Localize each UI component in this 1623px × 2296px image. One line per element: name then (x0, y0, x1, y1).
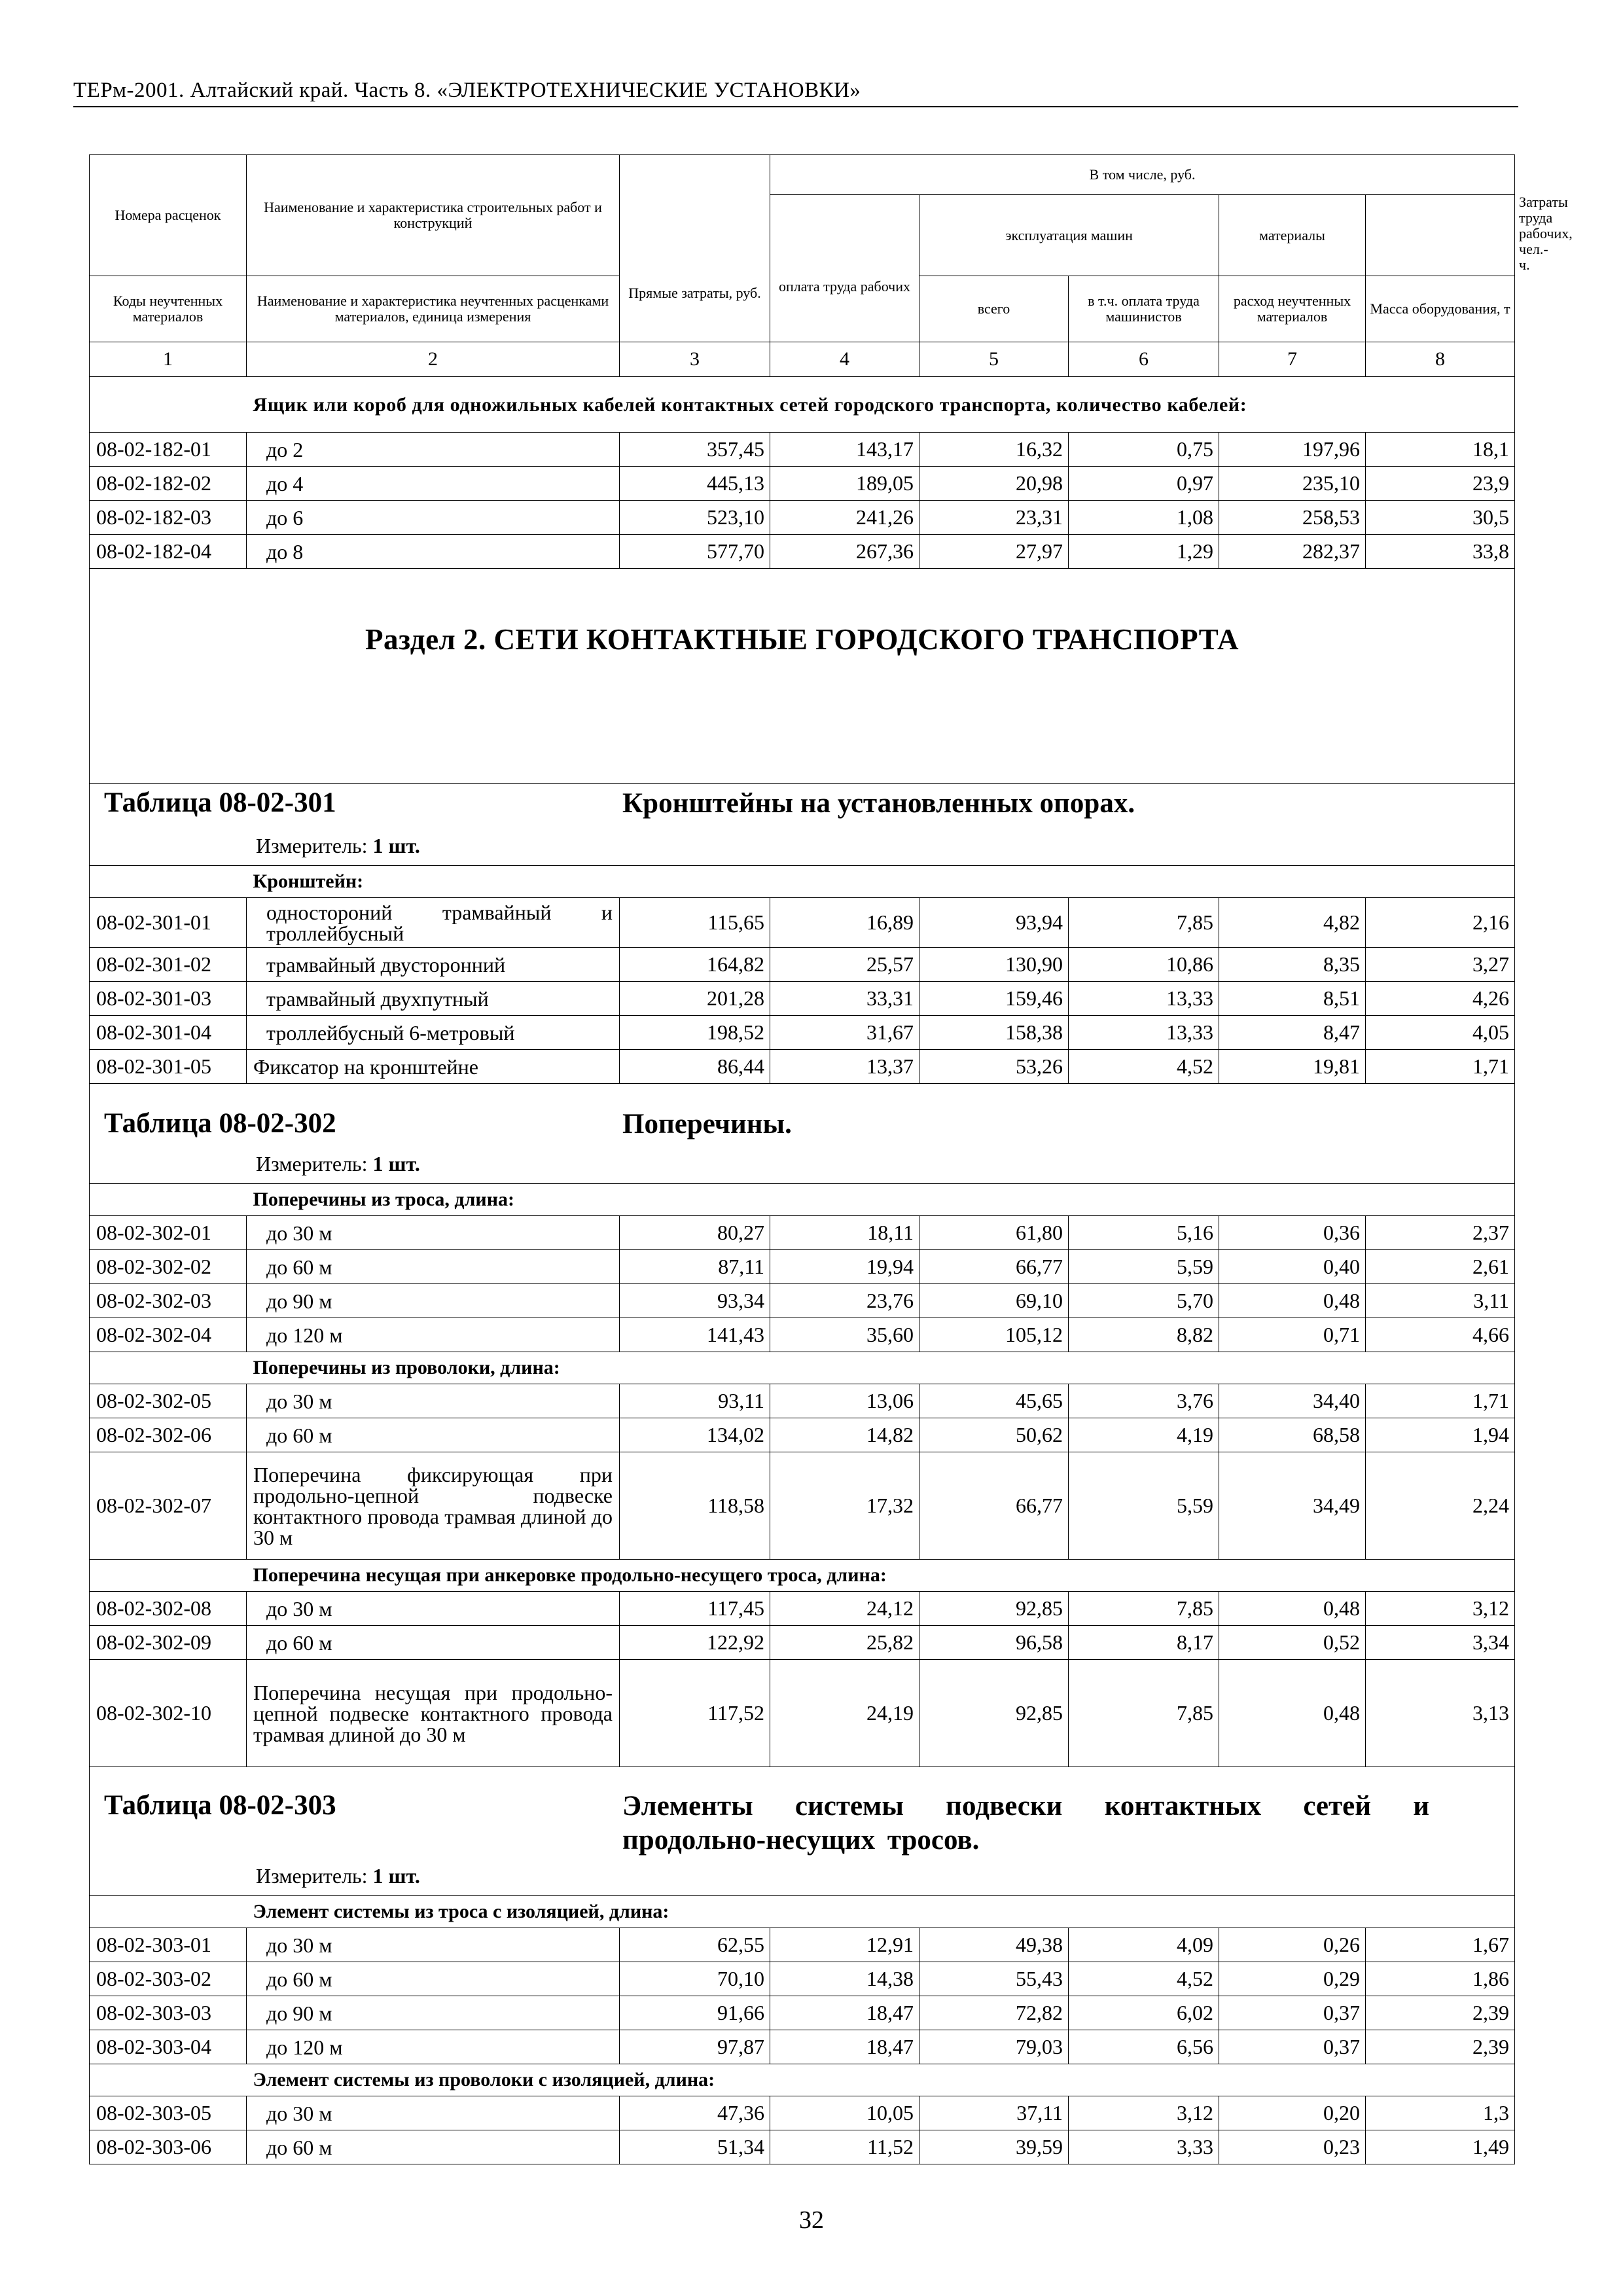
table-row (90, 1660, 1515, 1767)
group-heading: Поперечины из троса, длина: (247, 1184, 1515, 1216)
cell-machines-total: 130,90 (919, 948, 1069, 982)
cell-materials: 0,36 (1219, 1216, 1366, 1250)
group-row (90, 1184, 1515, 1216)
cell-machines-total: 158,38 (919, 1016, 1069, 1050)
cell-materials: 258,53 (1219, 501, 1366, 535)
header-work-name: Наименование и характеристика строительных работ и конструкций (247, 155, 620, 276)
cell-labor-pay: 14,82 (770, 1418, 919, 1452)
cell-work-name: до 8 (247, 535, 620, 569)
cell-direct-costs: 577,70 (620, 535, 770, 569)
cell-labor-hours: 18,1 (1366, 433, 1515, 467)
header-labor-pay: оплата труда рабочих (770, 195, 919, 342)
cell-materials: 0,29 (1219, 1962, 1366, 1996)
cell-machinists-pay: 0,75 (1069, 433, 1219, 467)
cell-rate-code: 08-02-302-03 (90, 1284, 247, 1318)
cell-materials: 0,71 (1219, 1318, 1366, 1352)
table-row (90, 2130, 1515, 2164)
cell-labor-pay: 17,32 (770, 1452, 919, 1560)
cell-machines-total: 55,43 (919, 1962, 1069, 1996)
cell-work-name: до 60 м (247, 1418, 620, 1452)
group-heading: Элемент системы из троса с изоляцией, длина: (247, 1896, 1515, 1928)
cell-rate-code: 08-02-302-01 (90, 1216, 247, 1250)
table-row (90, 1250, 1515, 1284)
cell-materials: 0,48 (1219, 1660, 1366, 1767)
cell-machines-total: 16,32 (919, 433, 1069, 467)
cell-labor-pay: 14,38 (770, 1962, 919, 1996)
cell-machinists-pay: 4,09 (1069, 1928, 1219, 1962)
cell-direct-costs: 134,02 (620, 1418, 770, 1452)
cell-labor-pay: 189,05 (770, 467, 919, 501)
cell-labor-pay: 16,89 (770, 898, 919, 948)
cell-materials: 8,47 (1219, 1016, 1366, 1050)
cell-labor-hours: 2,37 (1366, 1216, 1515, 1250)
table-row (90, 1996, 1515, 2030)
table-number: Таблица 08-02-302 (104, 1108, 336, 1139)
section-heading-row (90, 569, 1515, 784)
cell-machinists-pay: 5,59 (1069, 1250, 1219, 1284)
cell-direct-costs: 91,66 (620, 1996, 770, 2030)
cell-materials: 19,81 (1219, 1050, 1366, 1084)
cell-direct-costs: 93,11 (620, 1384, 770, 1418)
cell-machines-total: 66,77 (919, 1452, 1069, 1560)
cell-direct-costs: 201,28 (620, 982, 770, 1016)
cell-labor-hours: 4,26 (1366, 982, 1515, 1016)
table-number: Таблица 08-02-303 (104, 1790, 336, 1821)
group-heading: Поперечина несущая при анкеровке продольно-несущего троса, длина: (247, 1560, 1515, 1592)
header-direct-costs: Прямые затраты, руб. (620, 155, 770, 342)
group-heading: Поперечины из проволоки, длина: (247, 1352, 1515, 1384)
header-machines: эксплуатация машин (919, 195, 1219, 276)
cell-labor-hours: 1,67 (1366, 1928, 1515, 1962)
page-number: 32 (799, 2206, 824, 2234)
column-number-row (90, 342, 1515, 377)
cell-work-name: до 60 м (247, 2130, 620, 2164)
cell-labor-pay: 33,31 (770, 982, 919, 1016)
group-heading: Кронштейн: (247, 866, 1515, 898)
header-total: всего (919, 276, 1069, 342)
table-row (90, 1592, 1515, 1626)
header-rate-numbers: Номера расценок (90, 155, 247, 276)
cell-labor-hours: 2,24 (1366, 1452, 1515, 1560)
table-title: Кронштейны на установленных опорах. (622, 788, 1135, 819)
cell-labor-hours: 3,11 (1366, 1284, 1515, 1318)
cell-rate-code: 08-02-301-04 (90, 1016, 247, 1050)
cell-labor-pay: 143,17 (770, 433, 919, 467)
cell-direct-costs: 122,92 (620, 1626, 770, 1660)
cell-machines-total: 105,12 (919, 1318, 1069, 1352)
header-materials: материалы (1219, 195, 1366, 276)
cell-machinists-pay: 5,59 (1069, 1452, 1219, 1560)
cell-materials: 282,37 (1219, 535, 1366, 569)
cell-labor-hours: 4,66 (1366, 1318, 1515, 1352)
cell-work-name: одностороний трамвайный и троллейбусный (247, 898, 620, 948)
cell-direct-costs: 115,65 (620, 898, 770, 948)
cell-direct-costs: 70,10 (620, 1962, 770, 1996)
table-row (90, 1928, 1515, 1962)
table-row (90, 1384, 1515, 1418)
cell-materials: 0,37 (1219, 1996, 1366, 2030)
cell-machinists-pay: 4,52 (1069, 1050, 1219, 1084)
cell-work-name: до 2 (247, 433, 620, 467)
cell-materials: 0,20 (1219, 2096, 1366, 2130)
cell-materials: 68,58 (1219, 1418, 1366, 1452)
cell-direct-costs: 51,34 (620, 2130, 770, 2164)
cell-machinists-pay: 3,76 (1069, 1384, 1219, 1418)
cell-labor-hours: 3,27 (1366, 948, 1515, 982)
cell-machinists-pay: 4,19 (1069, 1418, 1219, 1452)
cell-labor-hours: 4,05 (1366, 1016, 1515, 1050)
cell-work-name: до 30 м (247, 1928, 620, 1962)
cell-labor-hours: 3,12 (1366, 1592, 1515, 1626)
cell-labor-hours: 1,71 (1366, 1050, 1515, 1084)
cell-labor-pay: 13,37 (770, 1050, 919, 1084)
cell-machinists-pay: 7,85 (1069, 898, 1219, 948)
cell-labor-hours: 1,94 (1366, 1418, 1515, 1452)
cell-machinists-pay: 13,33 (1069, 1016, 1219, 1050)
unit-of-measure: Измеритель: 1 шт. (256, 1152, 420, 1175)
cell-labor-hours: 1,3 (1366, 2096, 1515, 2130)
table-heading-row (90, 784, 1515, 866)
cell-labor-pay: 31,67 (770, 1016, 919, 1050)
table-row (90, 535, 1515, 569)
cell-labor-hours: 1,49 (1366, 2130, 1515, 2164)
cell-machines-total: 93,94 (919, 898, 1069, 948)
cell-machinists-pay: 7,85 (1069, 1592, 1219, 1626)
header-unaccounted-codes: Коды неучтенных материалов (90, 276, 247, 342)
section-title: Раздел 2. СЕТИ КОНТАКТНЫЕ ГОРОДСКОГО ТРАНСПОРТА (365, 623, 1239, 656)
cell-direct-costs: 62,55 (620, 1928, 770, 1962)
cell-rate-code: 08-02-302-05 (90, 1384, 247, 1418)
cell-labor-hours: 30,5 (1366, 501, 1515, 535)
table-row (90, 501, 1515, 535)
cell-rate-code: 08-02-182-02 (90, 467, 247, 501)
table-row (90, 1418, 1515, 1452)
column-number: 4 (770, 342, 919, 377)
cell-rate-code: 08-02-302-09 (90, 1626, 247, 1660)
cell-labor-pay: 23,76 (770, 1284, 919, 1318)
cell-work-name: троллейбусный 6-метровый (247, 1016, 620, 1050)
table-row (90, 1050, 1515, 1084)
column-number: 6 (1069, 342, 1219, 377)
cell-machinists-pay: 3,12 (1069, 2096, 1219, 2130)
group-heading: Ящик или короб для одножильных кабелей контактных сетей городского транспорта, количество кабелей: (247, 377, 1515, 433)
cell-labor-pay: 35,60 (770, 1318, 919, 1352)
cell-direct-costs: 86,44 (620, 1050, 770, 1084)
table-row (90, 982, 1515, 1016)
cell-direct-costs: 117,52 (620, 1660, 770, 1767)
group-row (90, 1896, 1515, 1928)
table-row (90, 1626, 1515, 1660)
cell-labor-pay: 12,91 (770, 1928, 919, 1962)
cell-machines-total: 23,31 (919, 501, 1069, 535)
cell-labor-pay: 10,05 (770, 2096, 919, 2130)
cell-direct-costs: 80,27 (620, 1216, 770, 1250)
cell-machinists-pay: 10,86 (1069, 948, 1219, 982)
rates-table (89, 154, 1573, 2164)
cell-rate-code: 08-02-182-04 (90, 535, 247, 569)
cell-machinists-pay: 3,33 (1069, 2130, 1219, 2164)
cell-labor-pay: 24,12 (770, 1592, 919, 1626)
cell-labor-pay: 18,47 (770, 2030, 919, 2064)
cell-work-name: до 30 м (247, 1592, 620, 1626)
cell-materials: 0,52 (1219, 1626, 1366, 1660)
cell-machines-total: 69,10 (919, 1284, 1069, 1318)
cell-labor-pay: 19,94 (770, 1250, 919, 1284)
cell-work-name: до 60 м (247, 1962, 620, 1996)
table-row (90, 1016, 1515, 1050)
cell-materials: 235,10 (1219, 467, 1366, 501)
cell-direct-costs: 97,87 (620, 2030, 770, 2064)
cell-rate-code: 08-02-302-02 (90, 1250, 247, 1284)
cell-direct-costs: 445,13 (620, 467, 770, 501)
column-number: 8 (1366, 342, 1515, 377)
cell-rate-code: 08-02-301-05 (90, 1050, 247, 1084)
cell-labor-hours: 2,16 (1366, 898, 1515, 948)
cell-labor-pay: 267,36 (770, 535, 919, 569)
cell-machines-total: 92,85 (919, 1592, 1069, 1626)
cell-direct-costs: 118,58 (620, 1452, 770, 1560)
cell-machinists-pay: 5,16 (1069, 1216, 1219, 1250)
header-incl-machinists: в т.ч. оплата труда машинистов (1069, 276, 1219, 342)
cell-work-name: до 60 м (247, 1250, 620, 1284)
cell-materials: 8,51 (1219, 982, 1366, 1016)
table-title: Элементы системы подвески контактных сетей и продольно-несущих тросов. (622, 1791, 1430, 1856)
cell-labor-hours: 3,34 (1366, 1626, 1515, 1660)
cell-materials: 4,82 (1219, 898, 1366, 948)
table-row (90, 1452, 1515, 1560)
cell-rate-code: 08-02-302-08 (90, 1592, 247, 1626)
table-title: Поперечины. (622, 1109, 792, 1139)
cell-materials: 0,37 (1219, 2030, 1366, 2064)
cell-rate-code: 08-02-302-06 (90, 1418, 247, 1452)
cell-labor-pay: 241,26 (770, 501, 919, 535)
cell-machines-total: 39,59 (919, 2130, 1069, 2164)
cell-labor-hours: 23,9 (1366, 467, 1515, 501)
cell-machinists-pay: 4,52 (1069, 1962, 1219, 1996)
cell-labor-hours: 2,61 (1366, 1250, 1515, 1284)
cell-work-name: до 90 м (247, 1996, 620, 2030)
cell-work-name: до 6 (247, 501, 620, 535)
cell-labor-pay: 25,82 (770, 1626, 919, 1660)
cell-materials: 34,40 (1219, 1384, 1366, 1418)
cell-machines-total: 37,11 (919, 2096, 1069, 2130)
cell-machinists-pay: 6,56 (1069, 2030, 1219, 2064)
cell-machines-total: 61,80 (919, 1216, 1069, 1250)
table-row (90, 1284, 1515, 1318)
page-running-title: ТЕРм-2001. Алтайский край. Часть 8. «ЭЛЕКТРОТЕХНИЧЕСКИЕ УСТАНОВКИ» (73, 77, 1518, 107)
cell-rate-code: 08-02-301-03 (90, 982, 247, 1016)
table-heading-row (90, 1084, 1515, 1184)
table-row (90, 1318, 1515, 1352)
table-row (90, 1962, 1515, 1996)
cell-materials: 0,48 (1219, 1284, 1366, 1318)
cell-work-name: трамвайный двухпутный (247, 982, 620, 1016)
cell-machines-total: 96,58 (919, 1626, 1069, 1660)
cell-materials: 8,35 (1219, 948, 1366, 982)
cell-labor-pay: 25,57 (770, 948, 919, 982)
header-row-1: Номера расценок Наименование и характеристика строительных работ и конструкций Прямые затраты, руб. В том числе, руб. Затраты труда рабочих, чел.-ч. (90, 155, 1515, 195)
group-row (90, 1560, 1515, 1592)
column-number: 7 (1219, 342, 1366, 377)
cell-machines-total: 45,65 (919, 1384, 1069, 1418)
cell-machinists-pay: 1,08 (1069, 501, 1219, 535)
cell-machines-total: 79,03 (919, 2030, 1069, 2064)
cell-rate-code: 08-02-303-06 (90, 2130, 247, 2164)
cell-machines-total: 72,82 (919, 1996, 1069, 2030)
cell-materials: 197,96 (1219, 433, 1366, 467)
table-row (90, 948, 1515, 982)
header-including: В том числе, руб. (770, 155, 1515, 195)
cell-rate-code: 08-02-301-02 (90, 948, 247, 982)
cell-direct-costs: 47,36 (620, 2096, 770, 2130)
cell-rate-code: 08-02-302-04 (90, 1318, 247, 1352)
header-unaccounted-names: Наименование и характеристика неучтенных расценками материалов, единица измерения (247, 276, 620, 342)
unit-of-measure: Измеритель: 1 шт. (256, 834, 420, 857)
cell-rate-code: 08-02-182-03 (90, 501, 247, 535)
table-row (90, 467, 1515, 501)
cell-work-name: до 30 м (247, 1384, 620, 1418)
cell-labor-pay: 24,19 (770, 1660, 919, 1767)
table-heading-row (90, 1767, 1515, 1896)
rates-table-container (89, 154, 1573, 2164)
cell-work-name: до 30 м (247, 2096, 620, 2130)
cell-work-name: до 120 м (247, 2030, 620, 2064)
column-number: 3 (620, 342, 770, 377)
cell-machinists-pay: 6,02 (1069, 1996, 1219, 2030)
cell-work-name: Поперечина несущая при продольно-цепной подвеске контактного провода трамвая длиной до 30 м (247, 1660, 620, 1767)
cell-direct-costs: 523,10 (620, 501, 770, 535)
cell-direct-costs: 164,82 (620, 948, 770, 982)
cell-machinists-pay: 13,33 (1069, 982, 1219, 1016)
cell-rate-code: 08-02-302-07 (90, 1452, 247, 1560)
cell-labor-hours: 3,13 (1366, 1660, 1515, 1767)
cell-machinists-pay: 7,85 (1069, 1660, 1219, 1767)
cell-machinists-pay: 5,70 (1069, 1284, 1219, 1318)
cell-labor-pay: 13,06 (770, 1384, 919, 1418)
cell-rate-code: 08-02-301-01 (90, 898, 247, 948)
cell-labor-pay: 18,11 (770, 1216, 919, 1250)
cell-machines-total: 92,85 (919, 1660, 1069, 1767)
cell-materials: 34,49 (1219, 1452, 1366, 1560)
header-material-use: расход неучтенных материалов (1219, 276, 1366, 342)
cell-machinists-pay: 0,97 (1069, 467, 1219, 501)
column-number: 1 (90, 342, 247, 377)
cell-labor-pay: 11,52 (770, 2130, 919, 2164)
cell-direct-costs: 117,45 (620, 1592, 770, 1626)
cell-rate-code: 08-02-303-02 (90, 1962, 247, 1996)
table-row (90, 898, 1515, 948)
cell-labor-hours: 1,71 (1366, 1384, 1515, 1418)
cell-work-name: до 60 м (247, 1626, 620, 1660)
cell-direct-costs: 198,52 (620, 1016, 770, 1050)
column-number: 2 (247, 342, 620, 377)
cell-rate-code: 08-02-303-01 (90, 1928, 247, 1962)
cell-direct-costs: 141,43 (620, 1318, 770, 1352)
cell-machines-total: 53,26 (919, 1050, 1069, 1084)
cell-rate-code: 08-02-303-04 (90, 2030, 247, 2064)
cell-labor-pay: 18,47 (770, 1996, 919, 2030)
cell-direct-costs: 87,11 (620, 1250, 770, 1284)
cell-machines-total: 159,46 (919, 982, 1069, 1016)
table-row (90, 2096, 1515, 2130)
cell-materials: 0,48 (1219, 1592, 1366, 1626)
table-row (90, 1216, 1515, 1250)
cell-machines-total: 27,97 (919, 535, 1069, 569)
column-number: 5 (919, 342, 1069, 377)
group-heading: Элемент системы из проволоки с изоляцией, длина: (247, 2064, 1515, 2096)
cell-rate-code: 08-02-303-03 (90, 1996, 247, 2030)
cell-rate-code: 08-02-302-10 (90, 1660, 247, 1767)
cell-rate-code: 08-02-182-01 (90, 433, 247, 467)
group-row (90, 2064, 1515, 2096)
cell-labor-hours: 1,86 (1366, 1962, 1515, 1996)
header-equipment-mass: Масса оборудования, т (1366, 276, 1515, 342)
cell-materials: 0,23 (1219, 2130, 1366, 2164)
table-row (90, 433, 1515, 467)
group-row (90, 866, 1515, 898)
cell-direct-costs: 93,34 (620, 1284, 770, 1318)
cell-labor-hours: 2,39 (1366, 1996, 1515, 2030)
cell-work-name: до 4 (247, 467, 620, 501)
cell-direct-costs: 357,45 (620, 433, 770, 467)
unit-of-measure: Измеритель: 1 шт. (256, 1864, 420, 1888)
cell-machinists-pay: 8,82 (1069, 1318, 1219, 1352)
group-row (90, 377, 1515, 433)
group-row (90, 1352, 1515, 1384)
cell-rate-code: 08-02-303-05 (90, 2096, 247, 2130)
cell-labor-hours: 33,8 (1366, 535, 1515, 569)
cell-machinists-pay: 1,29 (1069, 535, 1219, 569)
cell-machines-total: 20,98 (919, 467, 1069, 501)
table-row (90, 2030, 1515, 2064)
cell-work-name: Поперечина фиксирующая при продольно-цепной подвеске контактного провода трамвая длиной до 30 м (247, 1452, 620, 1560)
table-number: Таблица 08-02-301 (104, 787, 336, 818)
cell-materials: 0,40 (1219, 1250, 1366, 1284)
cell-machines-total: 49,38 (919, 1928, 1069, 1962)
cell-work-name: трамвайный двусторонний (247, 948, 620, 982)
cell-work-name: до 120 м (247, 1318, 620, 1352)
cell-work-name: до 90 м (247, 1284, 620, 1318)
cell-work-name: Фиксатор на кронштейне (247, 1050, 620, 1084)
cell-materials: 0,26 (1219, 1928, 1366, 1962)
cell-machinists-pay: 8,17 (1069, 1626, 1219, 1660)
cell-work-name: до 30 м (247, 1216, 620, 1250)
cell-machines-total: 66,77 (919, 1250, 1069, 1284)
cell-labor-hours: 2,39 (1366, 2030, 1515, 2064)
cell-machines-total: 50,62 (919, 1418, 1069, 1452)
